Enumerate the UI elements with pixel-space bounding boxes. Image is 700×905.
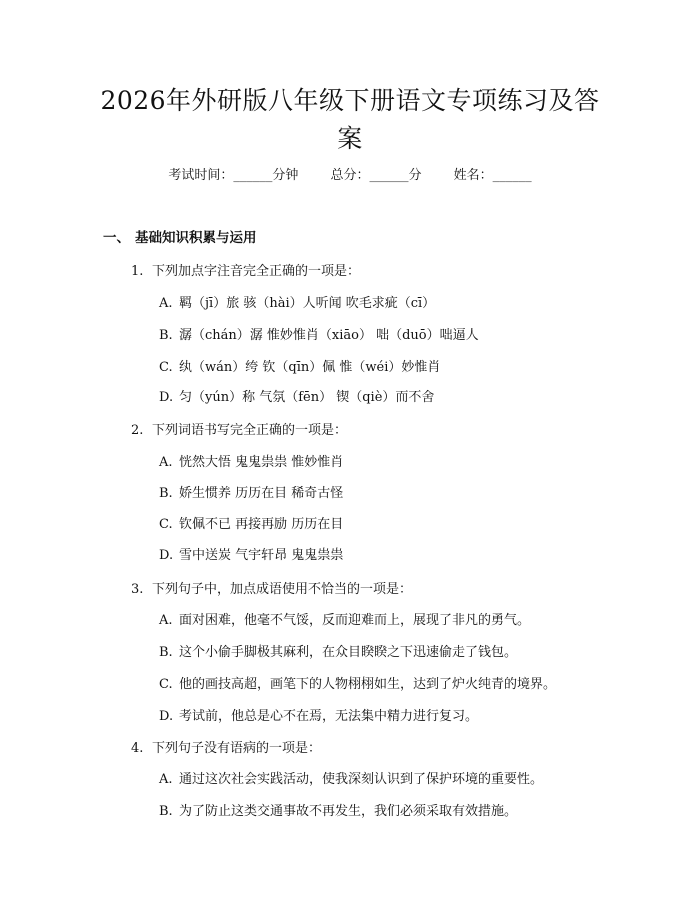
- question-3-option-d: [159, 707, 478, 727]
- question-number: 1.: [131, 264, 144, 279]
- option-letter: C.: [159, 517, 173, 532]
- question-2-option-a: [159, 453, 343, 473]
- option-letter: D.: [159, 709, 174, 724]
- option-letter: D.: [159, 548, 174, 563]
- question-text: 下列加点字注音完全正确的一项是：: [152, 264, 361, 279]
- question-number: 2.: [131, 423, 144, 438]
- question-text: 下列词语书写完全正确的一项是：: [152, 423, 348, 438]
- question-3-option-c: [159, 675, 556, 695]
- option-letter: B.: [159, 486, 173, 501]
- option-text: 恍然大悟 鬼鬼祟祟 惟妙惟肖: [179, 455, 344, 470]
- option-text: 通过这次社会实践活动，使我深刻认识到了保护环境的重要性。: [179, 772, 544, 787]
- question-text: 下列句子中，加点成语使用不恰当的一项是：: [152, 582, 413, 597]
- question-4-option-a: [159, 770, 543, 790]
- option-text: 纨（wán）绔 钦（qīn）佩 惟（wéi）妙惟肖: [179, 360, 441, 375]
- question-2: [131, 421, 347, 441]
- question-text: 下列句子没有语病的一项是：: [152, 741, 322, 756]
- question-1: [131, 262, 360, 282]
- section-title: 基础知识积累与运用: [135, 230, 257, 246]
- option-text: 考试前，他总是心不在焉，无法集中精力进行复习。: [179, 709, 479, 724]
- question-1-option-b: [159, 326, 479, 346]
- option-text: 娇生惯养 历历在目 稀奇古怪: [179, 486, 344, 501]
- option-text: 这个小偷手脚极其麻利，在众目睽睽之下迅速偷走了钱包。: [179, 645, 518, 660]
- document-title: 2026年外研版八年级下册语文专项练习及答案: [100, 86, 600, 153]
- student-name-field: 姓名：______: [453, 168, 532, 183]
- option-letter: A.: [159, 613, 173, 628]
- question-2-option-b: [159, 484, 343, 504]
- option-letter: A.: [159, 455, 173, 470]
- option-text: 羁（jī）旅 骇（hài）人听闻 吹毛求疵（cī）: [179, 296, 436, 311]
- option-letter: A.: [159, 296, 173, 311]
- option-letter: B.: [159, 328, 173, 343]
- option-letter: C.: [159, 677, 173, 692]
- question-2-option-d: [159, 546, 343, 566]
- total-score-field: 总分：______分: [330, 168, 422, 183]
- exam-info: [0, 166, 700, 186]
- question-1-option-a: [159, 294, 435, 314]
- option-letter: A.: [159, 772, 173, 787]
- option-text: 他的画技高超，画笔下的人物栩栩如生，达到了炉火纯青的境界。: [179, 677, 557, 692]
- option-letter: B.: [159, 645, 173, 660]
- option-letter: B.: [159, 804, 173, 819]
- question-number: 3.: [131, 582, 144, 597]
- question-3-option-a: [159, 611, 530, 631]
- question-3-option-b: [159, 643, 517, 663]
- exam-time-field: 考试时间：______分钟: [168, 168, 299, 183]
- question-2-option-c: [159, 515, 343, 535]
- question-3: [131, 580, 412, 600]
- option-text: 雪中送炭 气宇轩昂 鬼鬼祟祟: [179, 548, 344, 563]
- option-text: 为了防止这类交通事故不再发生，我们必须采取有效措施。: [179, 804, 518, 819]
- section-heading: [103, 228, 257, 248]
- question-4-option-b: [159, 802, 517, 822]
- option-text: 钦佩不已 再接再励 历历在目: [179, 517, 344, 532]
- question-1-option-d: [159, 388, 434, 408]
- section-number: 一、: [103, 230, 130, 246]
- question-1-option-c: [159, 358, 440, 378]
- option-letter: C.: [159, 360, 173, 375]
- option-text: 面对困难，他毫不气馁，反而迎难而上，展现了非凡的勇气。: [179, 613, 531, 628]
- option-letter: D.: [159, 390, 174, 405]
- question-4: [131, 739, 321, 759]
- question-number: 4.: [131, 741, 144, 756]
- option-text: 潺（chán）潺 惟妙惟肖（xiāo） 咄（duō）咄逼人: [179, 328, 479, 343]
- option-text: 匀（yún）称 气氛（fēn） 锲（qiè）而不舍: [179, 390, 435, 405]
